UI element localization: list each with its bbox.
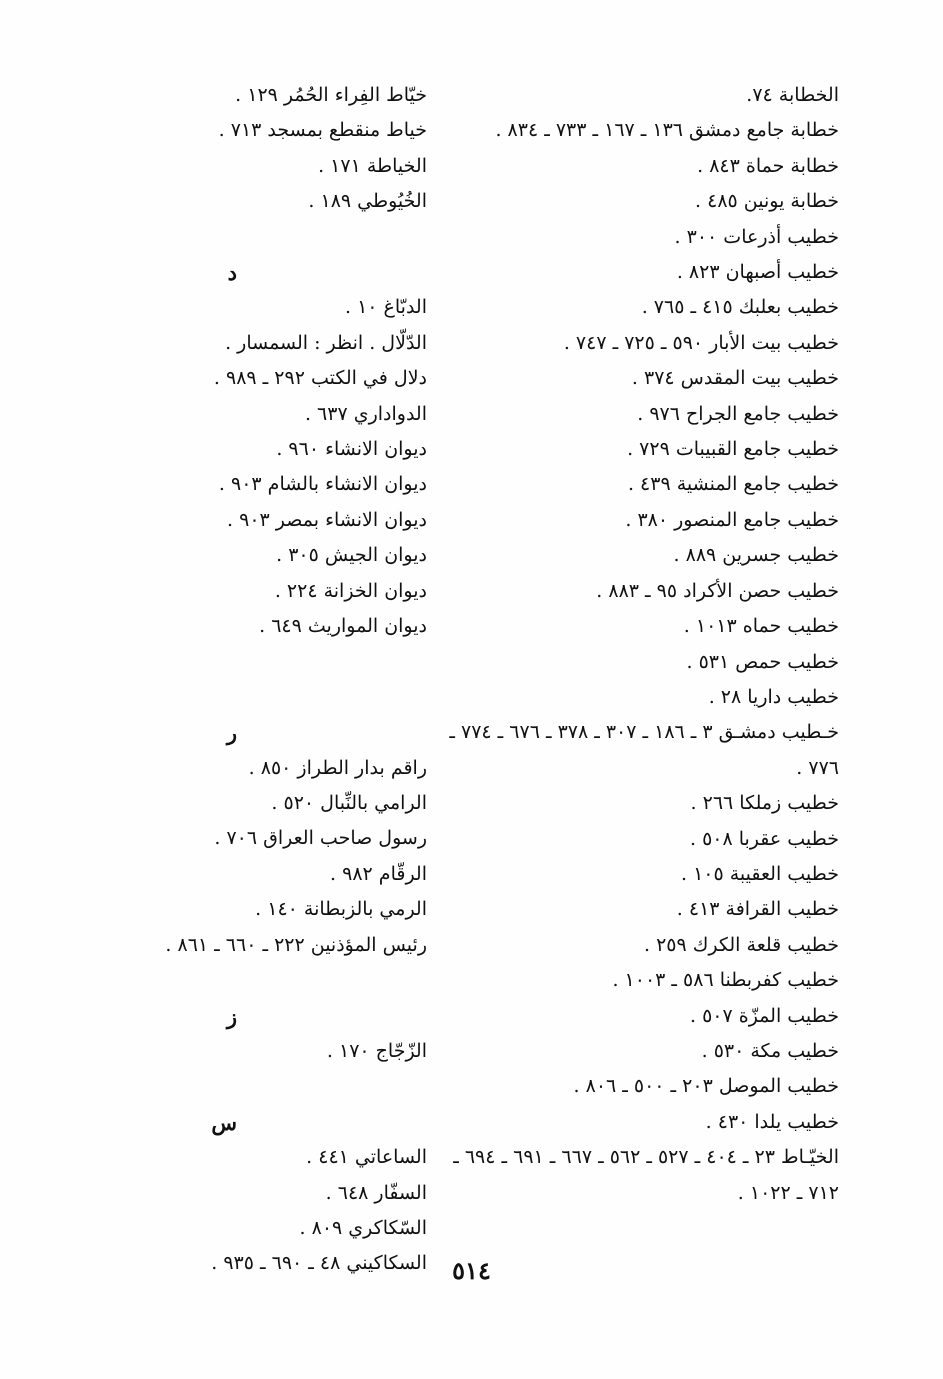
section-letter-ra: ر bbox=[226, 720, 237, 746]
index-entry: الرقّام ٩٨٢ . bbox=[330, 862, 427, 885]
index-entry: خطيب القرافة ٤١٣ . bbox=[676, 898, 839, 921]
index-entry: ديوان المواريث ٦٤٩ . bbox=[259, 615, 427, 638]
index-entry: خطيب حمص ٥٣١ . bbox=[686, 650, 839, 673]
index-entry: خطيب جامع المنشية ٤٣٩ . bbox=[627, 473, 839, 496]
index-entry: خطيب داريا ٢٨ . bbox=[708, 685, 839, 708]
index-entry: رئيس المؤذنين ٢٢٢ ـ ٦٦٠ ـ ٨٦١ . bbox=[165, 933, 427, 956]
index-column-left bbox=[87, 78, 427, 1282]
index-entry: خطيب العقيبة ١٠٥ . bbox=[680, 862, 839, 885]
page-number: ٥١٤ bbox=[452, 1256, 491, 1285]
index-entry: خطيب زملكا ٢٦٦ . bbox=[690, 792, 839, 815]
index-entry: الزّجّاج ١٧٠ . bbox=[326, 1039, 427, 1062]
index-entry: خطيب أصبهان ٨٢٣ . bbox=[676, 261, 839, 284]
index-entry: خطيب كفربطنا ٥٨٦ ـ ١٠٠٣ . bbox=[612, 969, 839, 992]
index-entry: خطيب بعلبك ٤١٥ ـ ٧٦٥ . bbox=[641, 296, 839, 319]
index-entry: خطابة حماة ٨٤٣ . bbox=[697, 154, 839, 177]
index-entry: ديوان الجيش ٣٠٥ . bbox=[276, 544, 427, 567]
index-entry: الخياطة ١٧١ . bbox=[318, 154, 427, 177]
index-entry: الدواداري ٦٣٧ . bbox=[304, 402, 427, 425]
index-entry: خطابة يونين ٤٨٥ . bbox=[695, 190, 839, 213]
index-entry: الرامي بالنِّبال ٥٢٠ . bbox=[271, 792, 427, 815]
index-entry: السكاكيني ٤٨ ـ ٦٩٠ ـ ٩٣٥ . bbox=[211, 1252, 427, 1275]
index-entry: خـطيب دمشـق ٣ ـ ١٨٦ ـ ٣٠٧ ـ ٣٧٨ ـ ٦٧٦ ـ ٧٧٤ ـ ٧٧٦ . bbox=[449, 721, 839, 779]
index-entry: خياط منقطع بمسجد ٧١٣ . bbox=[218, 119, 427, 142]
index-entry: خطيب جامع الجراح ٩٧٦ . bbox=[637, 402, 839, 425]
index-entry: خطيب المزّة ٥٠٧ . bbox=[689, 1004, 839, 1027]
index-entry: الرمي بالزبطانة ١٤٠ . bbox=[255, 898, 427, 921]
index-entry: خطيب مكة ٥٣٠ . bbox=[701, 1039, 839, 1062]
index-column-right bbox=[439, 78, 839, 1211]
index-entry: ديوان الخزانة ٢٢٤ . bbox=[274, 579, 427, 602]
index-entry: خيّاط الفِراء الحُمُر ١٢٩ . bbox=[235, 84, 427, 106]
section-spacer bbox=[87, 963, 427, 998]
index-entry: الخطابة ٧٤. bbox=[746, 84, 839, 106]
section-spacer bbox=[87, 220, 427, 255]
index-entry: السفّار ٦٤٨ . bbox=[325, 1181, 427, 1204]
index-entry: خطيب بيت الأبار ٥٩٠ ـ ٧٢٥ ـ ٧٤٧ . bbox=[563, 331, 839, 354]
index-entry: خطيب جسرين ٨٨٩ . bbox=[673, 544, 839, 567]
section-spacer bbox=[87, 644, 427, 679]
index-entry: الساعاتي ٤٤١ . bbox=[306, 1146, 427, 1169]
index-entry: خطيب حماه ١٠١٣ . bbox=[683, 615, 839, 638]
index-entry: خطيب أذرعات ٣٠٠ . bbox=[674, 225, 839, 248]
index-entry: خطيب جامع القبيبات ٧٢٩ . bbox=[627, 438, 839, 461]
index-entry: خطابة جامع دمشق ١٣٦ ـ ١٦٧ ـ ٧٣٣ ـ ٨٣٤ . bbox=[495, 119, 839, 142]
section-letter-dal: د bbox=[227, 260, 237, 286]
index-entry: الدّلّال . انظر : السمسار . bbox=[225, 331, 427, 354]
section-spacer bbox=[87, 1069, 427, 1104]
index-entry: ديوان الانشاء بمصر ٩٠٣ . bbox=[227, 508, 427, 531]
index-entry: خطيب قلعة الكرك ٢٥٩ . bbox=[644, 933, 839, 956]
index-entry: الخيّـاط ٢٣ ـ ٤٠٤ ـ ٥٢٧ ـ ٥٦٢ ـ ٦٦٧ ـ ٦٩١ ـ ٦٩٤ ـ ٧١٢ ـ ١٠٢٢ . bbox=[453, 1146, 839, 1204]
index-entry: خطيب عقربا ٥٠٨ . bbox=[689, 827, 839, 850]
index-entry: رسول صاحب العراق ٧٠٦ . bbox=[214, 827, 427, 850]
index-entry: الدبّاغ ١٠ . bbox=[344, 296, 427, 319]
index-entry: السّكاكري ٨٠٩ . bbox=[299, 1216, 427, 1239]
index-entry: خطيب الموصل ٢٠٣ ـ ٥٠٠ ـ ٨٠٦ . bbox=[573, 1075, 839, 1098]
index-entry: خطيب بيت المقدس ٣٧٤ . bbox=[631, 367, 839, 390]
index-entry: دلال في الكتب ٢٩٢ ـ ٩٨٩ . bbox=[213, 367, 427, 390]
section-letter-sin: س bbox=[211, 1109, 237, 1135]
index-entry: راقم بدار الطراز ٨٥٠ . bbox=[248, 756, 427, 779]
index-entry: الخُيُوطي ١٨٩ . bbox=[308, 190, 427, 213]
section-letter-zay: ز bbox=[226, 1003, 237, 1029]
index-entry: خطيب يلدا ٤٣٠ . bbox=[705, 1110, 839, 1133]
index-entry: ديوان الانشاء بالشام ٩٠٣ . bbox=[218, 473, 427, 496]
section-spacer bbox=[87, 680, 427, 715]
index-entry: خطيب حصن الأكراد ٩٥ ـ ٨٨٣ . bbox=[596, 579, 839, 602]
index-entry: خطيب جامع المنصور ٣٨٠ . bbox=[625, 508, 839, 531]
index-entry: ديوان الانشاء ٩٦٠ . bbox=[276, 438, 427, 461]
